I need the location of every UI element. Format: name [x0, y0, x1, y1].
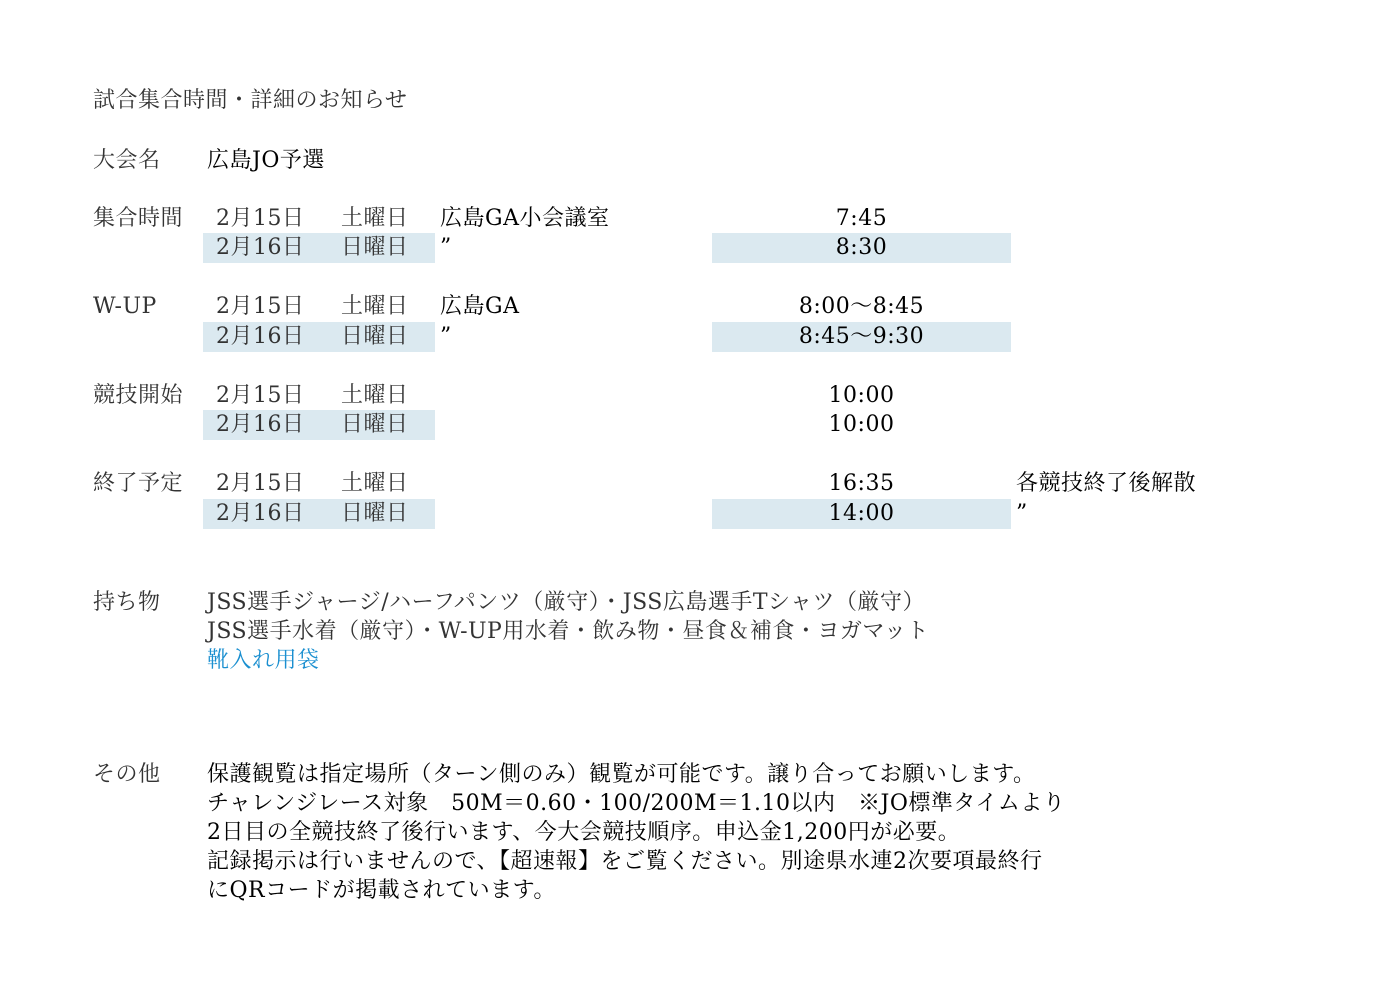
page-title: 試合集合時間・詳細のお知らせ: [93, 88, 408, 113]
items-line: JSS選手水着（厳守）・W-UP用水着・飲み物・昼食＆補食・ヨガマット: [207, 619, 929, 644]
other-line: 2日目の全競技終了後行います、今大会競技順序。申込金1,200円が必要。: [207, 820, 961, 845]
schedule-label-gather: 集合時間: [93, 206, 184, 231]
schedule-place: ”: [440, 235, 452, 260]
schedule-date: 2月15日: [216, 383, 305, 408]
schedule-day: 日曜日: [341, 501, 409, 526]
schedule-day: 土曜日: [341, 206, 409, 231]
schedule-day: 土曜日: [341, 294, 409, 319]
other-label: その他: [93, 762, 161, 787]
tournament-label: 大会名: [93, 148, 161, 173]
schedule-day: 土曜日: [341, 471, 409, 496]
schedule-date: 2月15日: [216, 471, 305, 496]
schedule-label-end: 終了予定: [93, 471, 184, 496]
schedule-time: 16:35: [828, 471, 895, 496]
schedule-date: 2月16日: [216, 501, 305, 526]
other-line: チャレンジレース対象 50M＝0.60・100/200M＝1.10以内 ※JO標準タイムより: [207, 791, 1066, 816]
schedule-label-wup: W-UP: [93, 294, 157, 319]
other-line: 保護観覧は指定場所（ターン側のみ）観覧が可能です。譲り合ってお願いします。: [207, 762, 1036, 787]
items-highlight-line: 靴入れ用袋: [207, 648, 320, 673]
other-line: 記録掲示は行いませんので、【超速報】をご覧ください。別途県水連2次要項最終行: [207, 849, 1043, 874]
tournament-name: 広島JO予選: [207, 148, 325, 173]
schedule-date: 2月16日: [216, 412, 305, 437]
schedule-time: 7:45: [835, 206, 888, 231]
other-line: にQRコードが掲載されています。: [207, 878, 556, 903]
schedule-note: 各競技終了後解散: [1016, 471, 1197, 496]
schedule-time: 8:30: [835, 235, 888, 260]
schedule-date: 2月15日: [216, 294, 305, 319]
schedule-label-start: 競技開始: [93, 383, 184, 408]
schedule-place: 広島GA小会議室: [440, 206, 610, 231]
schedule-day: 日曜日: [341, 324, 409, 349]
schedule-day: 日曜日: [341, 235, 409, 260]
items-line: JSS選手ジャージ/ハーフパンツ（厳守）・JSS広島選手Tシャツ（厳守）: [207, 590, 926, 615]
schedule-place: ”: [440, 324, 452, 349]
schedule-time: 14:00: [828, 501, 895, 526]
schedule-day: 土曜日: [341, 383, 409, 408]
schedule-time: 10:00: [828, 383, 895, 408]
schedule-time: 8:45〜9:30: [798, 324, 925, 349]
schedule-day: 日曜日: [341, 412, 409, 437]
schedule-date: 2月15日: [216, 206, 305, 231]
schedule-date: 2月16日: [216, 235, 305, 260]
schedule-time: 8:00〜8:45: [798, 294, 925, 319]
items-label: 持ち物: [93, 590, 161, 615]
schedule-date: 2月16日: [216, 324, 305, 349]
schedule-time: 10:00: [828, 412, 895, 437]
schedule-place: 広島GA: [440, 294, 520, 319]
schedule-note: ”: [1016, 501, 1028, 526]
